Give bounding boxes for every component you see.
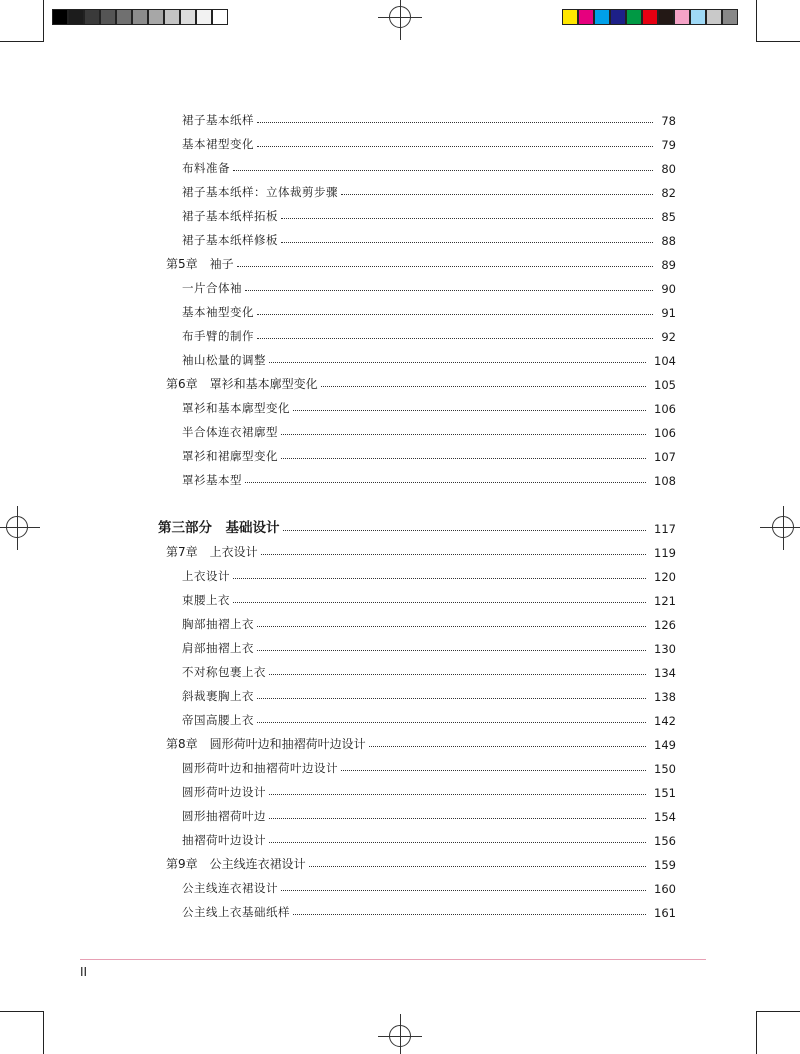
dot-leader — [257, 338, 653, 339]
toc-entry-title: 第8章 圆形荷叶边和抽褶荷叶边设计 — [166, 737, 366, 751]
toc-section-entry — [0, 180, 800, 200]
toc-entry-title: 一片合体袖 — [182, 281, 242, 295]
color-swatch — [100, 9, 116, 25]
toc-section-entry — [0, 612, 800, 632]
toc-section-entry — [0, 108, 800, 128]
toc-entry-page: 134 — [654, 666, 676, 680]
color-swatch — [562, 9, 578, 25]
toc-section-entry — [0, 684, 800, 704]
toc-section-entry — [0, 636, 800, 656]
dot-leader — [257, 122, 653, 123]
toc-chapter-entry — [0, 732, 800, 752]
dot-leader — [269, 362, 646, 363]
toc-entry-page: 138 — [654, 690, 676, 704]
dot-leader — [245, 482, 646, 483]
color-swatch — [578, 9, 594, 25]
toc-section-entry — [0, 468, 800, 488]
color-swatch — [84, 9, 100, 25]
toc-part-entry — [0, 516, 800, 536]
toc-section-entry — [0, 876, 800, 896]
toc-entry-page: 88 — [661, 234, 676, 248]
toc-entry-page: 120 — [654, 570, 676, 584]
dot-leader — [321, 386, 646, 387]
toc-section-entry — [0, 780, 800, 800]
dot-leader — [237, 266, 654, 267]
color-swatch — [706, 9, 722, 25]
toc-chapter-entry — [0, 540, 800, 560]
toc-entry-page: 121 — [654, 594, 676, 608]
toc-chapter-entry — [0, 252, 800, 272]
color-swatch — [116, 9, 132, 25]
dot-leader — [269, 674, 646, 675]
toc-entry-page: 117 — [654, 522, 676, 536]
toc-entry-title: 圆形抽褶荷叶边 — [182, 809, 266, 823]
dot-leader — [281, 890, 646, 891]
toc-entry-title: 布手臂的制作 — [182, 329, 254, 343]
toc-entry-page: 151 — [654, 786, 676, 800]
toc-section-entry — [0, 900, 800, 920]
toc-section-entry — [0, 300, 800, 320]
toc-entry-title: 裙子基本纸样 — [182, 113, 254, 127]
toc-entry-page: 160 — [654, 882, 676, 896]
grayscale-control-strip — [52, 9, 228, 25]
toc-entry-title: 抽褶荷叶边设计 — [182, 833, 266, 847]
toc-entry-title: 不对称包裹上衣 — [182, 665, 266, 679]
dot-leader — [269, 794, 646, 795]
dot-leader — [281, 434, 646, 435]
dot-leader — [257, 626, 646, 627]
toc-section-entry — [0, 132, 800, 152]
dot-leader — [341, 194, 653, 195]
toc-entry-page: 106 — [654, 402, 676, 416]
toc-entry-title: 帝国高腰上衣 — [182, 713, 254, 727]
dot-leader — [369, 746, 646, 747]
toc-entry-title: 斜裁裹胸上衣 — [182, 689, 254, 703]
toc-entry-title: 裙子基本纸样：立体裁剪步骤 — [182, 185, 338, 199]
toc-entry-title: 罩衫和基本廓型变化 — [182, 401, 290, 415]
toc-section-entry — [0, 420, 800, 440]
toc-entry-page: 126 — [654, 618, 676, 632]
color-control-strip — [562, 9, 738, 25]
toc-entry-page: 154 — [654, 810, 676, 824]
toc-entry-title: 圆形荷叶边和抽褶荷叶边设计 — [182, 761, 338, 775]
toc-section-entry — [0, 708, 800, 728]
toc-entry-page: 85 — [661, 210, 676, 224]
toc-entry-title: 第5章 袖子 — [166, 257, 234, 271]
toc-entry-title: 肩部抽褶上衣 — [182, 641, 254, 655]
toc-entry-title: 上衣设计 — [182, 569, 230, 583]
toc-section-entry — [0, 276, 800, 296]
toc-section-entry — [0, 564, 800, 584]
dot-leader — [233, 602, 646, 603]
dot-leader — [257, 314, 653, 315]
toc-entry-title: 第三部分 基础设计 — [158, 520, 280, 536]
toc-entry-title: 罩衫和裙廓型变化 — [182, 449, 278, 463]
toc-section-entry — [0, 156, 800, 176]
toc-chapter-entry — [0, 852, 800, 872]
toc-entry-title: 束腰上衣 — [182, 593, 230, 607]
color-swatch — [212, 9, 228, 25]
color-swatch — [132, 9, 148, 25]
toc-section-entry — [0, 324, 800, 344]
dot-leader — [341, 770, 646, 771]
toc-entry-page: 79 — [661, 138, 676, 152]
toc-entry-page: 142 — [654, 714, 676, 728]
toc-chapter-entry — [0, 372, 800, 392]
toc-entry-page: 105 — [654, 378, 676, 392]
dot-leader — [233, 170, 653, 171]
dot-leader — [257, 146, 653, 147]
toc-section-entry — [0, 828, 800, 848]
page-folio: II — [80, 965, 88, 979]
toc-section-entry — [0, 756, 800, 776]
toc-entry-title: 胸部抽褶上衣 — [182, 617, 254, 631]
toc-entry-title: 第6章 罩衫和基本廓型变化 — [166, 377, 318, 391]
toc-entry-title: 裙子基本纸样拓板 — [182, 209, 278, 223]
toc-entry-page: 159 — [654, 858, 676, 872]
toc-entry-title: 袖山松量的调整 — [182, 353, 266, 367]
toc-entry-title: 布料准备 — [182, 161, 230, 175]
toc-entry-page: 90 — [661, 282, 676, 296]
color-swatch — [164, 9, 180, 25]
color-swatch — [610, 9, 626, 25]
color-swatch — [674, 9, 690, 25]
toc-entry-page: 78 — [661, 114, 676, 128]
toc-entry-page: 91 — [661, 306, 676, 320]
toc-entry-page: 150 — [654, 762, 676, 776]
toc-entry-page: 80 — [661, 162, 676, 176]
toc-entry-title: 公主线上衣基础纸样 — [182, 905, 290, 919]
color-swatch — [180, 9, 196, 25]
toc-entry-page: 107 — [654, 450, 676, 464]
toc-entry-title: 半合体连衣裙廓型 — [182, 425, 278, 439]
color-swatch — [52, 9, 68, 25]
toc-section-entry — [0, 204, 800, 224]
toc-entry-title: 基本裙型变化 — [182, 137, 254, 151]
dot-leader — [269, 842, 646, 843]
dot-leader — [257, 722, 646, 723]
color-swatch — [68, 9, 84, 25]
color-swatch — [642, 9, 658, 25]
toc-entry-title: 公主线连衣裙设计 — [182, 881, 278, 895]
dot-leader — [309, 866, 646, 867]
toc-section-entry — [0, 444, 800, 464]
toc-entry-page: 104 — [654, 354, 676, 368]
toc-entry-page: 106 — [654, 426, 676, 440]
toc-entry-page: 89 — [661, 258, 676, 272]
toc-section-entry — [0, 348, 800, 368]
dot-leader — [281, 458, 646, 459]
color-swatch — [148, 9, 164, 25]
dot-leader — [233, 578, 646, 579]
toc-section-entry — [0, 588, 800, 608]
toc-section-entry — [0, 804, 800, 824]
toc-entry-title: 基本袖型变化 — [182, 305, 254, 319]
toc-entry-page: 92 — [661, 330, 676, 344]
dot-leader — [257, 698, 646, 699]
toc-entry-page: 156 — [654, 834, 676, 848]
dot-leader — [245, 290, 653, 291]
toc-entry-title: 罩衫基本型 — [182, 473, 242, 487]
color-swatch — [594, 9, 610, 25]
toc-section-entry — [0, 228, 800, 248]
toc-entry-page: 161 — [654, 906, 676, 920]
toc-section-entry — [0, 396, 800, 416]
toc-entry-page: 119 — [654, 546, 676, 560]
toc-entry-title: 裙子基本纸样修板 — [182, 233, 278, 247]
dot-leader — [281, 242, 653, 243]
toc-entry-title: 第7章 上衣设计 — [166, 545, 258, 559]
toc-entry-page: 82 — [661, 186, 676, 200]
dot-leader — [257, 650, 646, 651]
color-swatch — [196, 9, 212, 25]
toc-entry-page: 130 — [654, 642, 676, 656]
dot-leader — [293, 410, 646, 411]
toc-entry-title: 第9章 公主线连衣裙设计 — [166, 857, 306, 871]
color-swatch — [722, 9, 738, 25]
color-swatch — [658, 9, 674, 25]
toc-entry-page: 108 — [654, 474, 676, 488]
dot-leader — [269, 818, 646, 819]
dot-leader — [283, 530, 647, 531]
toc-entry-title: 圆形荷叶边设计 — [182, 785, 266, 799]
toc-section-entry — [0, 660, 800, 680]
toc-entry-page: 149 — [654, 738, 676, 752]
color-swatch — [626, 9, 642, 25]
footer-rule — [80, 959, 706, 960]
color-swatch — [690, 9, 706, 25]
dot-leader — [293, 914, 646, 915]
dot-leader — [261, 554, 646, 555]
dot-leader — [281, 218, 653, 219]
